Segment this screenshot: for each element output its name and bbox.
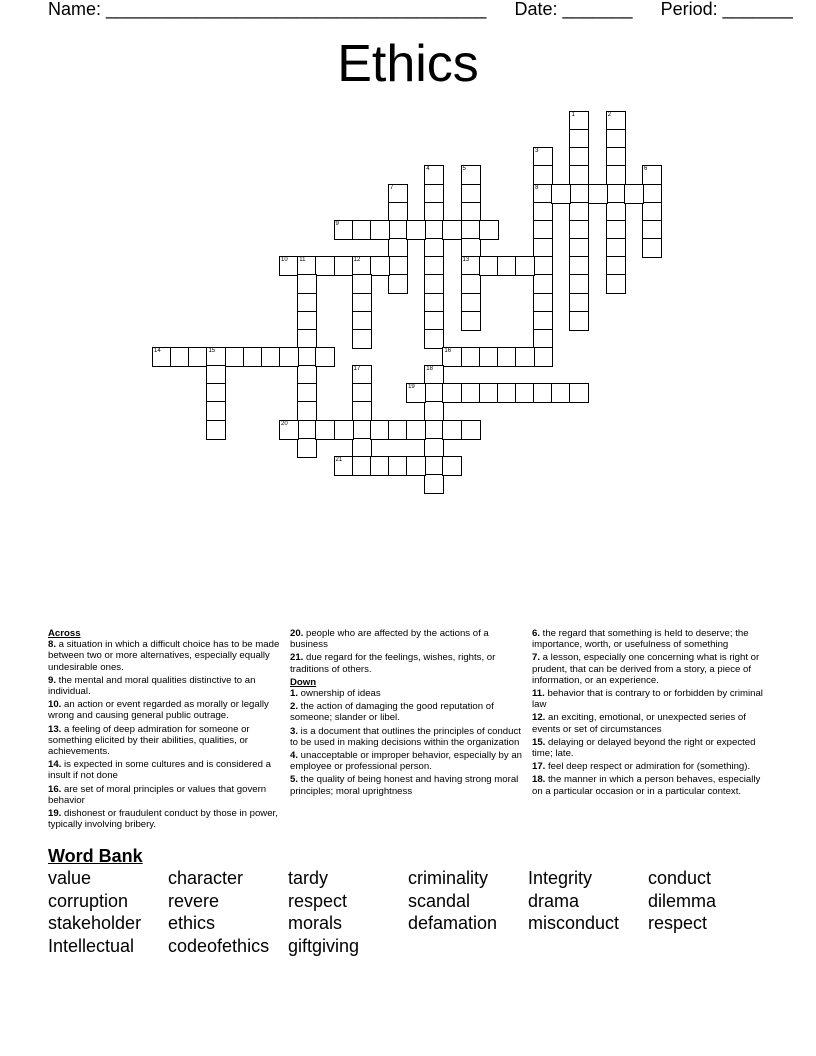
crossword-cell[interactable] [352,401,372,421]
word-bank-word: codeofethics [168,935,270,956]
crossword-cell[interactable] [551,184,571,204]
crossword-cell[interactable] [424,184,444,204]
clue-number: 20. [290,628,304,639]
crossword-cell[interactable] [442,220,462,240]
cell-number: 13 [462,257,470,264]
crossword-cell[interactable] [515,256,535,276]
crossword-cell[interactable] [569,311,589,331]
clue-item [290,750,526,772]
crossword-cell[interactable] [497,383,517,403]
clue-item [48,699,283,721]
clue-number: 17. [532,761,546,773]
crossword-cell[interactable] [461,184,481,204]
word-bank-word: morals [288,913,343,934]
crossword-cell[interactable] [297,401,317,421]
crossword-cell[interactable] [515,383,535,403]
clue-text: the regard that something is held to deserve; the importance, worth, or usefulness of something [532,628,749,651]
crossword-cell[interactable] [442,347,462,367]
crossword-cell[interactable] [424,420,444,440]
crossword-cell[interactable] [279,420,299,440]
crossword-cell[interactable] [569,129,589,149]
clue-text: is a document that outlines the principles of conduct to be used in making decisions within the organization [290,725,521,748]
crossword-cell[interactable] [315,256,335,276]
crossword-cell[interactable] [170,347,190,367]
crossword-cell[interactable] [515,347,535,367]
word-bank-word: Intellectual [48,935,135,956]
clue-item [48,759,283,781]
cell-number: 19 [408,384,415,391]
across-heading: Across [48,628,81,639]
cell-number: 21 [335,456,343,463]
date-field-label[interactable]: Date: _______ [514,0,633,19]
clue-number: 2. [290,701,299,713]
crossword-cell[interactable] [461,420,481,440]
crossword-cell[interactable] [424,202,444,222]
crossword-cell[interactable] [461,293,481,313]
crossword-cell[interactable] [406,220,426,240]
word-bank-word: tardy [288,868,329,888]
crossword-cell[interactable] [479,256,499,276]
cell-number: 7 [389,184,394,191]
crossword-cell[interactable] [424,456,444,476]
clue-text: dishonest or fraudulent conduct by those in power, typically involving bribery. [48,808,278,831]
crossword-cell[interactable] [533,256,553,276]
crossword-cell[interactable] [352,438,372,458]
crossword-cell[interactable] [424,438,444,458]
crossword-cell[interactable] [461,311,481,331]
crossword-cell[interactable] [569,220,589,240]
down-clue-list [290,688,526,797]
crossword-cell[interactable] [606,165,626,185]
crossword-cell[interactable] [388,456,408,476]
clue-number: 11. [532,688,545,700]
crossword-cell[interactable] [533,329,553,349]
crossword-cell[interactable] [461,383,481,403]
crossword-cell[interactable] [606,202,626,222]
clue-number: 4. [290,750,299,762]
clue-text: a lesson, especially one concerning what is right or prudent, that can be derived from a story, a piece of information, or an experience. [532,652,760,686]
crossword-cell[interactable] [569,165,589,185]
clue-text: the action of damaging the good reputation of someone; slander or libel. [290,701,494,724]
crossword-cell[interactable] [533,293,553,313]
period-field-label[interactable]: Period: _______ [660,0,793,19]
cell-number: 4 [426,166,430,173]
clue-text: feel deep respect or admiration for (something). [545,761,751,773]
crossword-cell[interactable] [533,311,553,331]
word-bank-word: giftgiving [288,935,360,956]
word-bank-grid [48,867,768,957]
word-bank-word: ethics [168,913,216,934]
crossword-cell[interactable] [533,184,553,204]
crossword-cell[interactable] [569,147,589,167]
crossword-cell[interactable] [424,383,444,403]
crossword-cell[interactable] [388,274,408,294]
clue-item [48,784,283,806]
clue-text: the quality of being honest and having strong moral principles; moral uprightness [290,774,519,797]
word-bank-title: Word Bank [48,846,143,866]
crossword-cell[interactable] [424,220,444,240]
clue-text: ownership of ideas [298,688,381,700]
crossword-cell[interactable] [334,420,354,440]
crossword-cell[interactable] [569,184,589,204]
crossword-cell[interactable] [642,202,662,222]
crossword-cell[interactable] [297,365,317,385]
crossword-cell[interactable] [206,383,226,403]
crossword-cell[interactable] [442,383,462,403]
crossword-cell[interactable] [279,256,299,276]
clue-text: the manner in which a person behaves, especially on a particular occasion or in a particular context. [532,774,761,797]
crossword-cell[interactable] [297,274,317,294]
clue-number: 14. [48,759,62,771]
crossword-cell[interactable] [297,347,317,367]
clue-number: 3. [290,725,299,737]
crossword-cell[interactable] [569,238,589,258]
crossword-cell[interactable] [533,147,553,167]
clue-number: 8. [48,639,57,651]
cell-number: 11 [299,257,306,264]
crossword-cell[interactable] [334,456,354,476]
crossword-cell[interactable] [297,293,317,313]
crossword-cell[interactable] [442,420,462,440]
cell-number: 2 [607,112,612,118]
clue-text: a situation in which a difficult choice has to be made between two or more alternatives, especially equally undesirable ones. [48,639,280,673]
crossword-cell[interactable] [352,365,372,385]
crossword-cell[interactable] [424,238,444,258]
word-bank-word: drama [528,890,580,911]
clue-text: is expected in some cultures and is considered a insult if not done [48,759,271,782]
crossword-cell[interactable] [352,456,372,476]
cell-number: 12 [353,257,361,264]
crossword-cell[interactable] [206,420,226,440]
crossword-cell[interactable] [551,383,571,403]
crossword-cell[interactable] [424,311,444,331]
cell-number: 3 [535,148,539,155]
crossword-cell[interactable] [497,347,517,367]
crossword-cell[interactable] [406,456,426,476]
word-bank-word: value [48,868,92,888]
crossword-cell[interactable] [297,383,317,403]
crossword-cell[interactable] [569,111,589,131]
crossword-cell[interactable] [225,347,245,367]
word-bank-word: criminality [408,868,489,888]
crossword-cell[interactable] [606,220,626,240]
clues-column-2 [290,628,526,799]
crossword-cell[interactable] [606,238,626,258]
clue-text: an action or event regarded as morally or legally wrong and causing general public outrage. [48,699,269,722]
crossword-cell[interactable] [533,220,553,240]
cell-number: 16 [444,347,452,354]
clue-number: 10. [48,699,62,711]
crossword-cell[interactable] [243,347,263,367]
crossword-cell[interactable] [479,220,499,240]
clue-number: 21. [290,652,304,664]
crossword-cell[interactable] [479,347,499,367]
crossword-cell[interactable] [370,220,390,240]
cell-number: 17 [353,366,361,373]
clue-item [290,726,526,748]
clue-number: 12. [532,712,546,724]
crossword-cell[interactable] [533,274,553,294]
crossword-cell[interactable] [461,274,481,294]
crossword-cell[interactable] [606,184,626,204]
word-bank-word: misconduct [528,913,620,934]
crossword-cell[interactable] [533,202,553,222]
crossword-grid [0,0,816,520]
cell-number: 18 [426,366,433,373]
crossword-cell[interactable] [497,256,517,276]
crossword-cell[interactable] [569,256,589,276]
crossword-cell[interactable] [424,165,444,185]
crossword-cell[interactable] [297,311,317,331]
crossword-cell[interactable] [352,256,372,276]
word-bank-word: scandal [408,890,471,911]
down-heading: Down [290,676,317,688]
crossword-cell[interactable] [606,111,626,131]
word-bank-word: Integrity [528,868,593,888]
cell-number: 9 [335,220,339,227]
crossword-cell[interactable] [352,383,372,403]
crossword-cell[interactable] [297,438,317,458]
word-bank-word: defamation [408,913,498,934]
crossword-cell[interactable] [461,256,481,276]
crossword-cell[interactable] [569,293,589,313]
cell-number: 20 [281,420,288,427]
crossword-cell[interactable] [624,184,644,204]
word-bank-word: stakeholder [48,913,142,934]
word-bank-word: dilemma [648,890,717,911]
crossword-cell[interactable] [297,329,317,349]
clue-item [290,701,526,723]
clue-item [48,724,283,758]
across-clue-list-continued [290,628,526,675]
crossword-cell[interactable] [188,347,208,367]
clue-number: 5. [290,774,299,786]
crossword-cell[interactable] [642,184,662,204]
clue-item [48,639,283,673]
crossword-cell[interactable] [352,420,372,440]
clue-text: a feeling of deep admiration for someone or something elicited by their abilities, qualities, or achievements. [48,723,250,758]
crossword-cell[interactable] [533,347,553,367]
crossword-cell[interactable] [642,220,662,240]
clue-number: 15. [532,736,546,748]
crossword-cell[interactable] [606,274,626,294]
crossword-cell[interactable] [152,347,172,367]
crossword-cell[interactable] [533,238,553,258]
crossword-cell[interactable] [461,220,481,240]
crossword-cell[interactable] [388,184,408,204]
cell-number: 1 [571,112,575,118]
word-bank-word: corruption [48,890,129,911]
clue-number: 1. [290,688,299,700]
crossword-cell[interactable] [388,238,408,258]
clue-number: 6. [532,628,541,639]
crossword-cell[interactable] [642,238,662,258]
crossword-cell[interactable] [461,202,481,222]
crossword-cell[interactable] [370,420,390,440]
cell-number: 5 [462,166,466,173]
crossword-cell[interactable] [461,238,481,258]
clue-item [290,774,526,796]
crossword-cell[interactable] [533,165,553,185]
crossword-cell[interactable] [388,202,408,222]
crossword-cell[interactable] [424,474,444,494]
cell-number: 15 [208,347,216,354]
clue-item [532,688,768,710]
crossword-cell[interactable] [424,256,444,276]
clue-number: 19. [48,808,62,820]
clue-text: behavior that is contrary to or forbidden by criminal law [532,688,763,711]
crossword-cell[interactable] [315,420,335,440]
clue-item [48,808,283,830]
crossword-cell[interactable] [206,401,226,421]
crossword-cell[interactable] [606,256,626,276]
clue-text: are set of moral principles or values that govern behavior [48,783,267,806]
clue-number: 9. [48,674,57,686]
word-bank-word: revere [168,890,220,911]
cell-number: 14 [154,347,161,354]
crossword-cell[interactable] [569,274,589,294]
crossword-cell[interactable] [533,383,553,403]
crossword-cell[interactable] [424,293,444,313]
word-bank-word: respect [648,913,708,934]
crossword-cell[interactable] [642,165,662,185]
clue-number: 16. [48,783,62,795]
word-bank-word: character [168,868,244,888]
crossword-cell[interactable] [206,347,226,367]
clue-item [532,628,768,650]
crossword-cell[interactable] [352,220,372,240]
clue-item [48,675,283,697]
clue-text: an exciting, emotional, or unexpected series of events or set of circumstances [532,712,746,735]
clue-number: 18. [532,774,546,786]
clue-item [532,712,768,734]
clue-item [290,688,526,699]
crossword-cell[interactable] [442,456,462,476]
crossword-cell[interactable] [352,311,372,331]
clue-text: delaying or delayed beyond the right or expected time; late. [532,736,756,760]
crossword-cell[interactable] [461,347,481,367]
crossword-cell[interactable] [406,383,426,403]
crossword-cell[interactable] [352,274,372,294]
crossword-cell[interactable] [352,329,372,349]
crossword-cell[interactable] [606,129,626,149]
crossword-cell[interactable] [297,420,317,440]
crossword-cell[interactable] [334,220,354,240]
clue-item [290,652,526,674]
cell-number: 10 [281,257,288,264]
cell-number: 8 [535,184,539,191]
crossword-cell[interactable] [569,383,589,403]
crossword-cell[interactable] [406,420,426,440]
crossword-cell[interactable] [334,256,354,276]
crossword-cell[interactable] [479,383,499,403]
clue-number: 13. [48,723,62,735]
crossword-cell[interactable] [388,256,408,276]
crossword-cell[interactable] [206,365,226,385]
crossword-cell[interactable] [352,293,372,313]
clues-column-3 [532,628,768,799]
crossword-cell[interactable] [606,147,626,167]
crossword-cell[interactable] [424,274,444,294]
cell-number: 6 [644,166,648,173]
clue-text: due regard for the feelings, wishes, rights, or traditions of others. [290,652,496,675]
word-bank-word: respect [288,890,348,911]
crossword-cell[interactable] [588,184,608,204]
clue-item [532,652,768,686]
crossword-cell[interactable] [569,202,589,222]
word-bank [48,845,768,957]
crossword-cell[interactable] [461,165,481,185]
word-bank-word: conduct [648,868,712,888]
clue-text: unacceptable or improper behavior, especially by an employee or professional person. [290,750,523,773]
clue-item [532,774,768,796]
across-clue-list [48,639,283,830]
crossword-cell[interactable] [388,420,408,440]
clue-text: the mental and moral qualities distinctive to an individual. [48,674,256,698]
crossword-cell[interactable] [424,401,444,421]
down-clue-list-continued [532,628,768,797]
crossword-cell[interactable] [261,347,281,367]
crossword-cell[interactable] [279,347,299,367]
clue-item [290,628,526,650]
clue-number: 7. [532,652,541,664]
crossword-cell[interactable] [297,256,317,276]
clues-column-1 [48,628,283,832]
page-title: Ethics [337,35,479,93]
clue-item [532,737,768,759]
crossword-cell[interactable] [424,365,444,385]
clue-text: people who are affected by the actions of a business [290,628,489,651]
crossword-cell[interactable] [388,220,408,240]
crossword-cell[interactable] [424,329,444,349]
crossword-cell[interactable] [370,256,390,276]
name-field-label[interactable]: Name: ______________________________________ [48,0,487,19]
clue-item [532,761,768,772]
crossword-cell[interactable] [370,456,390,476]
crossword-cell[interactable] [315,347,335,367]
